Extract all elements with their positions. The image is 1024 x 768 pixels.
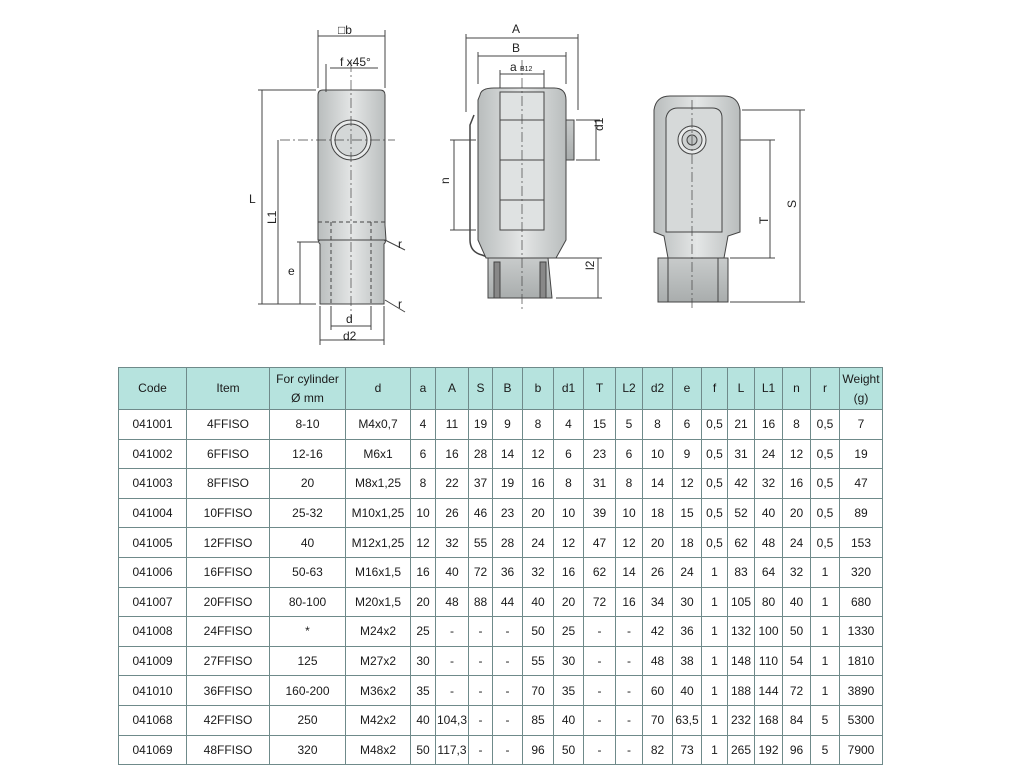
table-cell: 041069: [119, 735, 187, 765]
table-cell: 5: [811, 705, 840, 735]
column-header: Weight (g): [840, 368, 883, 410]
table-cell: -: [493, 676, 523, 706]
table-cell: 62: [584, 557, 616, 587]
table-cell: 88: [469, 587, 493, 617]
table-cell: 40: [554, 705, 584, 735]
dim-d-label: d: [346, 312, 353, 326]
table-cell: 1: [702, 557, 728, 587]
table-cell: -: [436, 676, 469, 706]
table-cell: 28: [469, 439, 493, 469]
table-cell: 31: [728, 439, 755, 469]
table-cell: 20: [783, 498, 811, 528]
table-cell: 10: [643, 439, 673, 469]
table-cell: 48: [643, 646, 673, 676]
table-row: [119, 469, 883, 499]
table-cell: 1810: [840, 646, 883, 676]
table-cell: 125: [270, 646, 346, 676]
table-cell: 16: [783, 469, 811, 499]
table-cell: 12: [616, 528, 643, 558]
table-cell: -: [584, 617, 616, 647]
table-cell: 40: [673, 676, 702, 706]
column-header: e: [673, 368, 702, 410]
table-cell: 48: [436, 587, 469, 617]
table-cell: -: [584, 735, 616, 765]
table-cell: 680: [840, 587, 883, 617]
table-cell: 265: [728, 735, 755, 765]
table-cell: 10FFISO: [187, 498, 270, 528]
table-cell: 48FFISO: [187, 735, 270, 765]
table-cell: 16: [523, 469, 554, 499]
table-cell: 30: [411, 646, 436, 676]
front-view-drawing: [258, 30, 405, 345]
table-cell: -: [616, 617, 643, 647]
table-cell: -: [469, 646, 493, 676]
table-cell: 20: [411, 587, 436, 617]
table-cell: 20FFISO: [187, 587, 270, 617]
table-cell: 132: [728, 617, 755, 647]
table-cell: -: [469, 735, 493, 765]
table-cell: 26: [436, 498, 469, 528]
table-cell: 0,5: [702, 528, 728, 558]
table-cell: -: [469, 705, 493, 735]
table-cell: 1: [702, 587, 728, 617]
table-cell: 20: [554, 587, 584, 617]
table-cell: 42: [728, 469, 755, 499]
table-cell: 50: [411, 735, 436, 765]
table-cell: -: [493, 646, 523, 676]
table-cell: 110: [755, 646, 783, 676]
table-cell: -: [616, 735, 643, 765]
table-cell: M20x1,5: [346, 587, 411, 617]
table-cell: 6FFISO: [187, 439, 270, 469]
table-cell: 20: [643, 528, 673, 558]
table-cell: 50: [523, 617, 554, 647]
table-cell: 8-10: [270, 410, 346, 440]
table-cell: 25: [554, 617, 584, 647]
table-cell: 63,5: [673, 705, 702, 735]
table-cell: 12: [783, 439, 811, 469]
table-cell: 24FFISO: [187, 617, 270, 647]
table-cell: 24: [755, 439, 783, 469]
dim-l2-label: l2: [583, 260, 597, 270]
dim-a-label: a: [510, 60, 517, 74]
table-cell: 24: [783, 528, 811, 558]
table-cell: 19: [840, 439, 883, 469]
table-cell: 6: [673, 410, 702, 440]
table-cell: 21: [728, 410, 755, 440]
table-cell: 37: [469, 469, 493, 499]
dim-n-label: n: [438, 177, 452, 184]
dim-e-label: e: [288, 264, 295, 278]
table-cell: 20: [523, 498, 554, 528]
dim-T-label: T: [757, 216, 771, 224]
table-cell: 40: [411, 705, 436, 735]
table-cell: 47: [840, 469, 883, 499]
table-cell: 0,5: [702, 498, 728, 528]
table-cell: 9: [493, 410, 523, 440]
table-cell: 38: [673, 646, 702, 676]
table-cell: 22: [436, 469, 469, 499]
table-cell: M27x2: [346, 646, 411, 676]
dim-d2-label: d2: [343, 329, 357, 343]
table-cell: 80-100: [270, 587, 346, 617]
table-cell: 80: [755, 587, 783, 617]
column-header: d1: [554, 368, 584, 410]
column-header: T: [584, 368, 616, 410]
table-cell: 041068: [119, 705, 187, 735]
table-cell: 25-32: [270, 498, 346, 528]
table-cell: 50-63: [270, 557, 346, 587]
table-cell: M48x2: [346, 735, 411, 765]
table-cell: 10: [411, 498, 436, 528]
table-cell: M10x1,25: [346, 498, 411, 528]
table-cell: M16x1,5: [346, 557, 411, 587]
table-cell: 9: [673, 439, 702, 469]
table-cell: 1: [702, 676, 728, 706]
table-cell: 041003: [119, 469, 187, 499]
table-cell: 1: [702, 735, 728, 765]
table-cell: 12: [554, 528, 584, 558]
column-header: d2: [643, 368, 673, 410]
dim-b-label: □b: [338, 23, 352, 37]
table-row: [119, 676, 883, 706]
table-row: [119, 705, 883, 735]
table-cell: 55: [523, 646, 554, 676]
table-cell: 40: [755, 498, 783, 528]
dimension-table: [118, 367, 883, 765]
table-cell: 0,5: [702, 439, 728, 469]
table-cell: 5300: [840, 705, 883, 735]
table-cell: 8: [411, 469, 436, 499]
table-cell: 148: [728, 646, 755, 676]
table-cell: 10: [616, 498, 643, 528]
table-cell: 16: [411, 557, 436, 587]
table-cell: 0,5: [811, 528, 840, 558]
dim-L1-label: L1: [265, 210, 279, 224]
table-cell: 30: [554, 646, 584, 676]
table-row: [119, 587, 883, 617]
dim-L-label: L: [249, 192, 256, 206]
table-cell: 50: [554, 735, 584, 765]
table-cell: 192: [755, 735, 783, 765]
table-cell: 250: [270, 705, 346, 735]
table-cell: 40: [436, 557, 469, 587]
table-cell: 6: [554, 439, 584, 469]
column-header: f: [702, 368, 728, 410]
table-cell: 32: [523, 557, 554, 587]
table-cell: 15: [584, 410, 616, 440]
table-cell: 14: [616, 557, 643, 587]
table-cell: -: [493, 617, 523, 647]
column-header: d: [346, 368, 411, 410]
column-header: L2: [616, 368, 643, 410]
table-cell: 64: [755, 557, 783, 587]
table-cell: 82: [643, 735, 673, 765]
table-cell: 1: [702, 705, 728, 735]
table-row: [119, 557, 883, 587]
column-header: B: [493, 368, 523, 410]
table-cell: 25: [411, 617, 436, 647]
column-header: r: [811, 368, 840, 410]
table-cell: 54: [783, 646, 811, 676]
table-cell: 27FFISO: [187, 646, 270, 676]
table-cell: 153: [840, 528, 883, 558]
table-cell: 16: [616, 587, 643, 617]
table-cell: 100: [755, 617, 783, 647]
table-cell: 19: [469, 410, 493, 440]
table-cell: 105: [728, 587, 755, 617]
table-cell: 26: [643, 557, 673, 587]
table-row: [119, 646, 883, 676]
table-cell: 83: [728, 557, 755, 587]
table-cell: 62: [728, 528, 755, 558]
column-header: L1: [755, 368, 783, 410]
table-cell: 6: [616, 439, 643, 469]
table-cell: 041009: [119, 646, 187, 676]
table-cell: 42: [643, 617, 673, 647]
table-cell: 12: [411, 528, 436, 558]
table-cell: 041005: [119, 528, 187, 558]
table-cell: -: [436, 617, 469, 647]
table-cell: 1: [811, 617, 840, 647]
table-cell: 70: [643, 705, 673, 735]
table-cell: -: [584, 676, 616, 706]
table-cell: 8: [523, 410, 554, 440]
table-cell: 1330: [840, 617, 883, 647]
table-cell: 16: [436, 439, 469, 469]
table-cell: 72: [469, 557, 493, 587]
dim-r-top-label: r: [398, 237, 402, 251]
table-cell: 041002: [119, 439, 187, 469]
table-cell: 11: [436, 410, 469, 440]
table-cell: 041006: [119, 557, 187, 587]
table-cell: 30: [673, 587, 702, 617]
table-cell: 46: [469, 498, 493, 528]
table-cell: -: [469, 617, 493, 647]
table-cell: 31: [584, 469, 616, 499]
table-row: [119, 735, 883, 765]
table-cell: 14: [643, 469, 673, 499]
table-cell: 0,5: [811, 439, 840, 469]
table-cell: 5: [616, 410, 643, 440]
table-cell: 15: [673, 498, 702, 528]
table-cell: 48: [755, 528, 783, 558]
table-cell: 041010: [119, 676, 187, 706]
table-cell: 104,3: [436, 705, 469, 735]
table-cell: 85: [523, 705, 554, 735]
table-cell: 70: [523, 676, 554, 706]
table-cell: 4: [411, 410, 436, 440]
table-cell: 23: [493, 498, 523, 528]
table-cell: 40: [523, 587, 554, 617]
table-cell: 12FFISO: [187, 528, 270, 558]
table-cell: 1: [702, 646, 728, 676]
technical-drawings: [0, 0, 1024, 360]
table-cell: 0,5: [811, 498, 840, 528]
table-cell: 7900: [840, 735, 883, 765]
table-cell: M42x2: [346, 705, 411, 735]
table-cell: -: [616, 676, 643, 706]
table-cell: 5: [811, 735, 840, 765]
table-cell: -: [584, 705, 616, 735]
dim-d1-label: d1: [592, 117, 606, 131]
table-cell: 24: [673, 557, 702, 587]
side-view-drawing: [450, 34, 602, 312]
table-cell: 1: [811, 676, 840, 706]
table-cell: 40: [270, 528, 346, 558]
table-cell: 23: [584, 439, 616, 469]
table-cell: 14: [493, 439, 523, 469]
table-cell: 041008: [119, 617, 187, 647]
table-cell: 36: [673, 617, 702, 647]
table-cell: 0,5: [811, 469, 840, 499]
table-cell: 8FFISO: [187, 469, 270, 499]
table-cell: 47: [584, 528, 616, 558]
table-cell: 1: [811, 557, 840, 587]
table-cell: 8: [554, 469, 584, 499]
table-cell: 144: [755, 676, 783, 706]
table-cell: 3890: [840, 676, 883, 706]
table-cell: M24x2: [346, 617, 411, 647]
table-cell: 42FFISO: [187, 705, 270, 735]
table-row: [119, 528, 883, 558]
table-cell: 36: [493, 557, 523, 587]
table-cell: 72: [783, 676, 811, 706]
table-cell: -: [616, 705, 643, 735]
table-cell: 60: [643, 676, 673, 706]
table-row: [119, 410, 883, 440]
table-cell: 96: [523, 735, 554, 765]
table-cell: 12: [523, 439, 554, 469]
dim-a-subscript: B12: [520, 66, 533, 73]
table-cell: 19: [493, 469, 523, 499]
rear-view-drawing: [654, 96, 805, 310]
table-cell: 0,5: [811, 410, 840, 440]
table-cell: 32: [436, 528, 469, 558]
table-cell: M12x1,25: [346, 528, 411, 558]
table-cell: 188: [728, 676, 755, 706]
column-header: b: [523, 368, 554, 410]
table-cell: 6: [411, 439, 436, 469]
column-header: Item: [187, 368, 270, 410]
table-row: [119, 498, 883, 528]
table-cell: 117,3: [436, 735, 469, 765]
table-cell: 16FFISO: [187, 557, 270, 587]
table-cell: 320: [270, 735, 346, 765]
table-cell: 7: [840, 410, 883, 440]
table-cell: 160-200: [270, 676, 346, 706]
table-header-row: [119, 368, 883, 410]
table-cell: 28: [493, 528, 523, 558]
table-cell: 52: [728, 498, 755, 528]
table-cell: 8: [643, 410, 673, 440]
table-cell: 32: [783, 557, 811, 587]
table-cell: -: [584, 646, 616, 676]
table-cell: -: [616, 646, 643, 676]
table-cell: 1: [702, 617, 728, 647]
dim-B-label: B: [512, 41, 521, 55]
table-cell: 36FFISO: [187, 676, 270, 706]
column-header: Code: [119, 368, 187, 410]
table-cell: 8: [783, 410, 811, 440]
table-cell: 84: [783, 705, 811, 735]
table-cell: 96: [783, 735, 811, 765]
table-cell: 320: [840, 557, 883, 587]
table-cell: M8x1,25: [346, 469, 411, 499]
table-row: [119, 439, 883, 469]
table-cell: 0,5: [702, 469, 728, 499]
table-cell: 50: [783, 617, 811, 647]
dim-f-label: f x45°: [340, 55, 371, 69]
table-cell: 73: [673, 735, 702, 765]
table-cell: 4FFISO: [187, 410, 270, 440]
table-cell: 39: [584, 498, 616, 528]
table-cell: 18: [643, 498, 673, 528]
table-cell: M4x0,7: [346, 410, 411, 440]
column-header: A: [436, 368, 469, 410]
table-cell: 041004: [119, 498, 187, 528]
table-cell: 0,5: [702, 410, 728, 440]
table-cell: 35: [554, 676, 584, 706]
table-cell: 041007: [119, 587, 187, 617]
column-header: S: [469, 368, 493, 410]
table-cell: 24: [523, 528, 554, 558]
table-cell: -: [493, 705, 523, 735]
table-cell: 35: [411, 676, 436, 706]
table-cell: 10: [554, 498, 584, 528]
table-cell: 12-16: [270, 439, 346, 469]
table-cell: 55: [469, 528, 493, 558]
table-cell: 20: [270, 469, 346, 499]
table-cell: 44: [493, 587, 523, 617]
table-cell: 34: [643, 587, 673, 617]
column-header: a: [411, 368, 436, 410]
table-row: [119, 617, 883, 647]
table-cell: 12: [673, 469, 702, 499]
table-cell: 4: [554, 410, 584, 440]
table-cell: 89: [840, 498, 883, 528]
column-header: n: [783, 368, 811, 410]
table-cell: 8: [616, 469, 643, 499]
table-cell: M6x1: [346, 439, 411, 469]
dim-S-label: S: [785, 199, 799, 208]
table-cell: 18: [673, 528, 702, 558]
table-cell: -: [493, 735, 523, 765]
table-cell: *: [270, 617, 346, 647]
table-cell: -: [436, 646, 469, 676]
table-cell: 232: [728, 705, 755, 735]
column-header: For cylinder Ø mm: [270, 368, 346, 410]
table-cell: 1: [811, 646, 840, 676]
table-cell: 1: [811, 587, 840, 617]
table-cell: 16: [755, 410, 783, 440]
column-header: L: [728, 368, 755, 410]
table-cell: 168: [755, 705, 783, 735]
table-cell: 40: [783, 587, 811, 617]
table-cell: 041001: [119, 410, 187, 440]
table-cell: 16: [554, 557, 584, 587]
table-cell: 72: [584, 587, 616, 617]
table-cell: M36x2: [346, 676, 411, 706]
table-cell: -: [469, 676, 493, 706]
dim-r-bottom-label: r: [398, 297, 402, 311]
table-cell: 32: [755, 469, 783, 499]
dim-A-label: A: [512, 22, 521, 36]
